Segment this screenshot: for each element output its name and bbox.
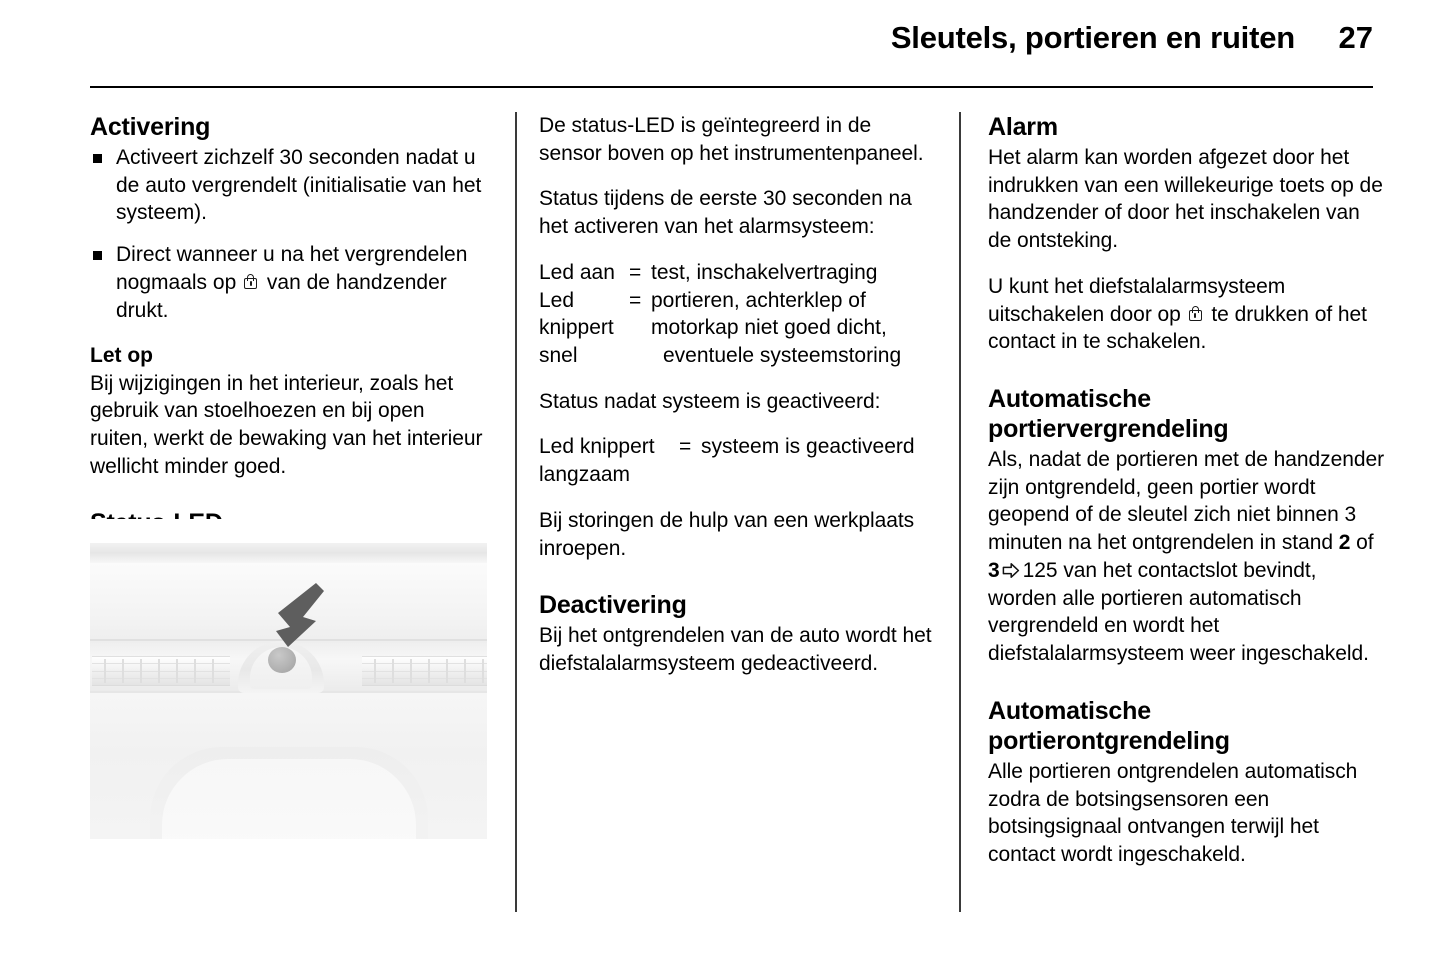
- heading-alarm: Alarm: [988, 113, 1058, 141]
- status-after-activation-intro-text: Status nadat systeem is geactiveerd:: [539, 389, 881, 413]
- alarm-text-before-icon: U kunt het diefstalalarmsysteem uitschakelen door op: [988, 274, 1286, 326]
- list-item: [90, 144, 488, 227]
- square-bullet-icon: [93, 154, 102, 163]
- heading-automatische-portiervergrendeling: Automatische portiervergrendeling: [988, 385, 1229, 444]
- column-1: [90, 112, 488, 540]
- definition-description: test, inschakelvertraging: [651, 260, 878, 284]
- lock-icon: [1189, 306, 1204, 323]
- alarm-body-text-1: Het alarm kan worden afgezet door het indrukken van een willekeurige toets op de handzender of door het inschakelen van de ontsteking.: [988, 146, 1383, 253]
- list-item: [90, 241, 488, 324]
- square-bullet-icon: [93, 251, 102, 260]
- definition-description-line: portieren, achterklep of motorkap niet goed dicht,: [651, 288, 887, 340]
- workshop-advice-text: Bij storingen de hulp van een werkplaats inroepen.: [539, 508, 915, 560]
- definition-row: [539, 287, 937, 370]
- definition-row: [539, 433, 937, 488]
- statusled-location-text: De status-LED is geïntegreerd in de sensor boven op het instrumentenpaneel.: [539, 114, 924, 165]
- illus-status-led: [268, 647, 296, 673]
- definition-equals: =: [679, 435, 692, 459]
- spacer: [90, 324, 488, 342]
- definition-row: [539, 259, 937, 287]
- column-3: [988, 112, 1386, 869]
- deactivering-body-text: Bij het ontgrendelen van de auto wordt het diefstalalarmsysteem gedeactiveerd.: [539, 624, 932, 676]
- definition-term: Led knippert snel: [539, 288, 614, 368]
- led-status-definition-list-2: [539, 433, 937, 488]
- cross-reference-page: 125: [1022, 558, 1058, 582]
- heading-let-op: Let op: [90, 344, 153, 368]
- definition-equals: =: [629, 260, 642, 284]
- alarm-text-after-icon: te drukken of het contact in te schakelen.: [988, 302, 1367, 354]
- header-divider-rule: [90, 86, 1373, 88]
- status-first30-intro-text: Status tijdens de eerste 30 seconden na het activeren van het alarmsysteem:: [539, 187, 912, 239]
- column-divider-2: [959, 112, 961, 912]
- illus-instrument-cluster-face: [162, 759, 416, 839]
- column-2: [539, 112, 937, 678]
- illus-pointer-arrow-icon: [272, 581, 326, 649]
- autolock-text-part-1: Als, nadat de portieren met de handzender zijn ontgrendeld, geen portier wordt geopend of de sleutel zich niet binnen 3 minuten na het ontgrendelen in stand: [988, 448, 1385, 555]
- lock-icon: [244, 274, 259, 291]
- spacer: [988, 686, 1386, 696]
- autounlock-body-text: Alle portieren ontgrendelen automatisch zodra de botsingsensoren een botsingsignaal ontvangen terwijl het contact wordt ingeschakeld.: [988, 759, 1358, 866]
- list-item-text-before: Direct wanneer u na het vergrendelen nogmaals op: [116, 243, 468, 294]
- arrow-right-outline-icon: [1002, 562, 1020, 579]
- list-item-text: Activeert zichzelf 30 seconden nadat u de auto vergrendelt (initialisatie van het systeem).: [116, 146, 482, 225]
- definition-equals: =: [629, 288, 642, 312]
- activering-bullet-list: [90, 144, 488, 324]
- ignition-position-3: 3: [988, 558, 1000, 582]
- autolock-text-part-3: van het contactslot bevindt, worden alle portieren automatisch vergrendeld en wordt het diefstalalarmsysteem weer ingeschakeld.: [988, 558, 1369, 666]
- list-item-text-after: van de handzender drukt.: [116, 270, 447, 322]
- page-number: 27: [1338, 20, 1373, 55]
- content-columns: [90, 112, 1385, 912]
- alarm-body-text-2: [988, 273, 1386, 356]
- page-header: [90, 22, 1373, 84]
- illus-windshield-band: [90, 543, 487, 565]
- illus-air-vent-right: [362, 656, 487, 686]
- heading-automatische-portierontgrendeling: Automatische portierontgrendeling: [988, 696, 1230, 755]
- spacer: [539, 580, 937, 590]
- heading-activering: Activering: [90, 113, 211, 141]
- definition-description: [651, 287, 937, 370]
- led-status-definition-list-1: [539, 259, 937, 370]
- heading-deactivering: Deactivering: [539, 591, 687, 620]
- definition-term: Led knippert langzaam: [539, 435, 655, 487]
- instrument-panel-illustration: [90, 519, 487, 839]
- autolock-body-text: [988, 446, 1386, 668]
- spacer: [90, 498, 488, 508]
- definition-term: Led aan: [539, 260, 615, 284]
- definition-description: systeem is geactiveerd: [701, 435, 915, 459]
- page-title: Sleutels, portieren en ruiten: [890, 20, 1295, 55]
- column-divider-1: [515, 112, 517, 912]
- definition-description-line: eventuele systeemstoring: [663, 344, 902, 368]
- autolock-text-part-2: of: [1350, 531, 1374, 555]
- ignition-position-2: 2: [1338, 531, 1351, 555]
- spacer: [988, 374, 1386, 384]
- illus-air-vent-left: [92, 656, 230, 686]
- note-body-text: Bij wijzigingen in het interieur, zoals het gebruik van stoelhoezen en bij open ruiten, werkt de bewaking van het interieur wellicht minder goed.: [90, 371, 483, 478]
